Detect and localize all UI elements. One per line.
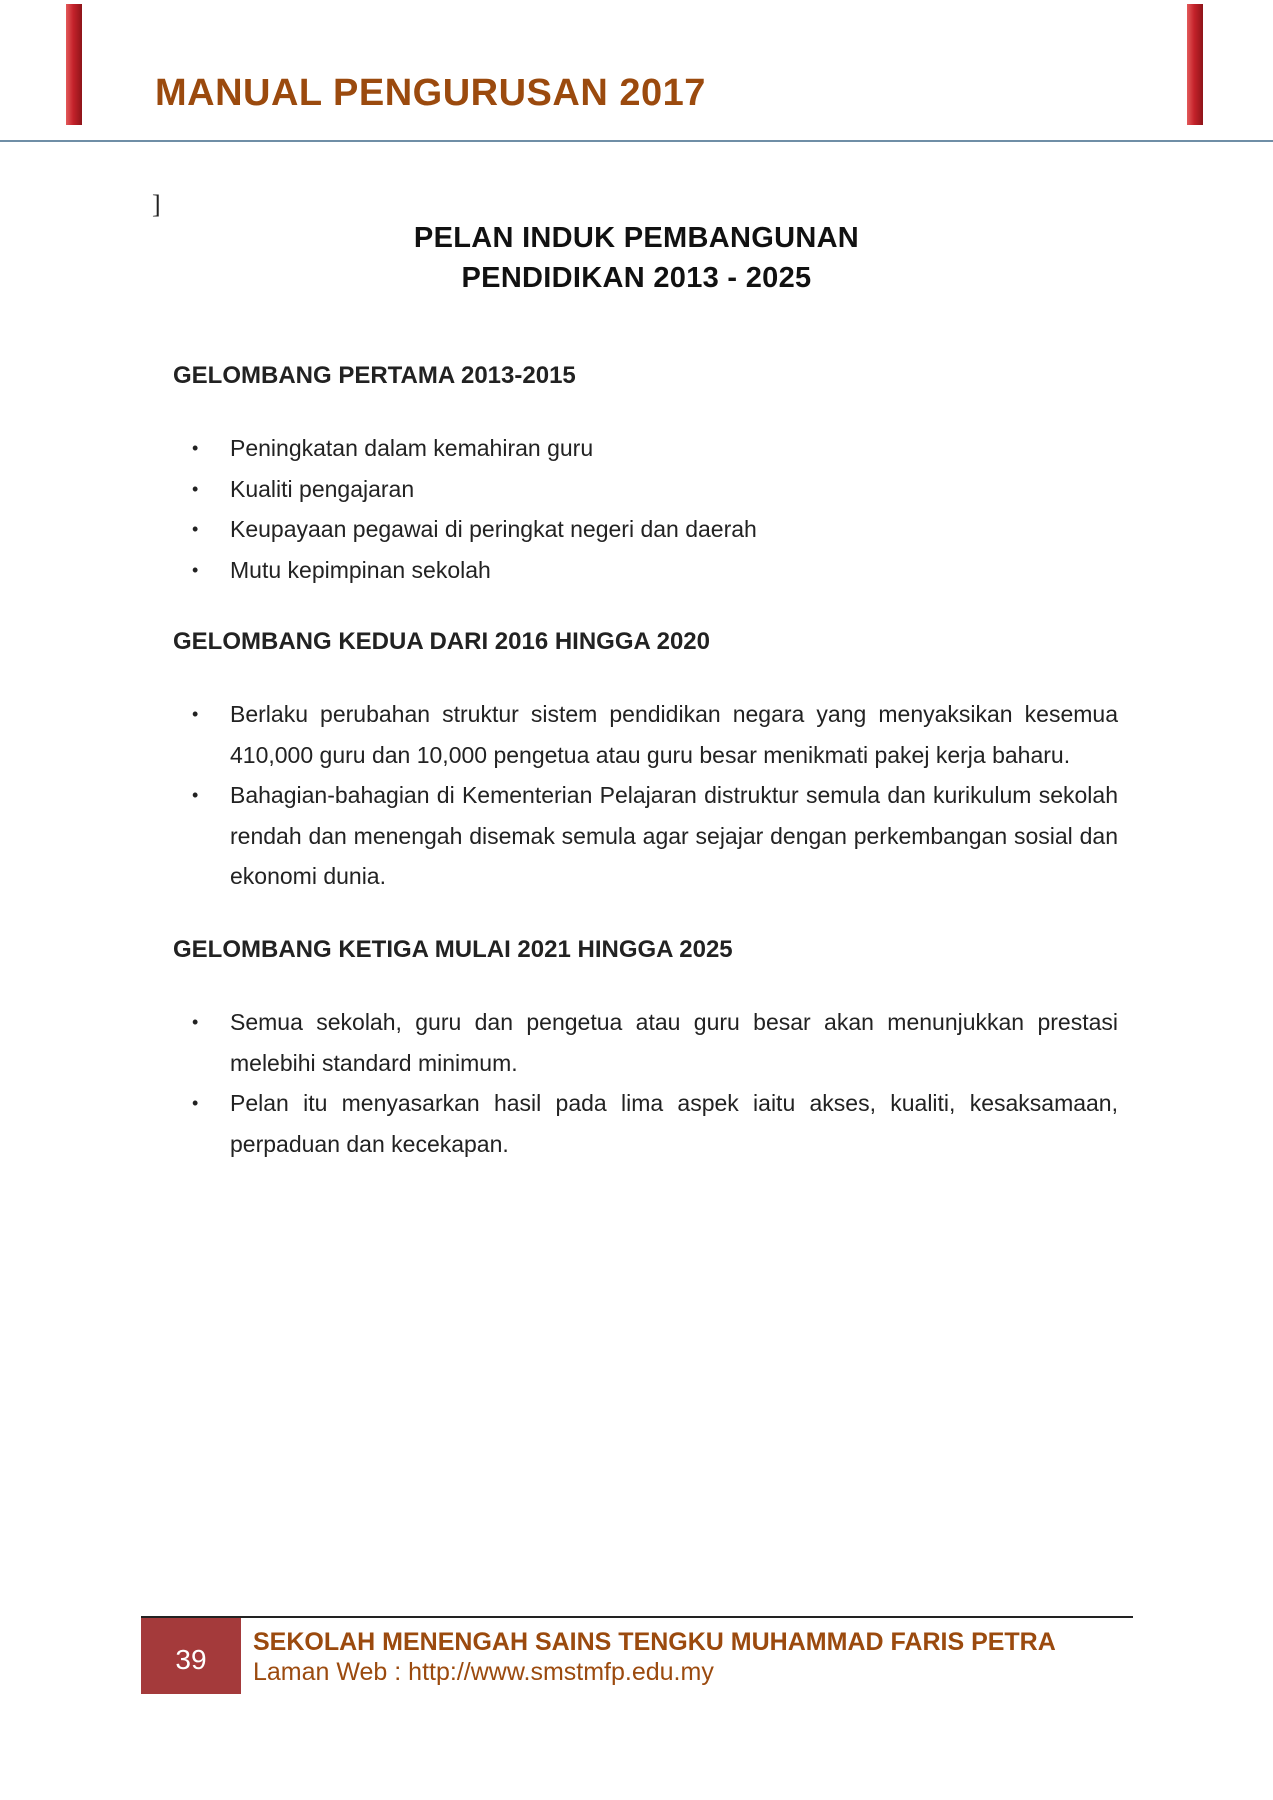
list-item <box>192 1083 1118 1164</box>
list-item <box>192 469 1118 510</box>
header-divider <box>0 140 1273 142</box>
list-item <box>192 550 1118 591</box>
footer-website: Laman Web : http://www.smstmfp.edu.my <box>253 1658 714 1686</box>
list-item <box>192 775 1118 897</box>
section-heading-wave-2: GELOMBANG KEDUA DARI 2016 HINGGA 2020 <box>173 628 710 655</box>
list-item-text: Mutu kepimpinan sekolah <box>230 556 491 583</box>
section-heading-wave-3: GELOMBANG KETIGA MULAI 2021 HINGGA 2025 <box>173 936 733 963</box>
bullet-icon: • <box>192 1093 199 1113</box>
list-item-text: Semua sekolah, guru dan pengetua atau guru besar akan menunjukkan prestasi melebihi standard minimum. <box>230 1009 1118 1076</box>
bullet-icon: • <box>192 478 199 499</box>
list-item-text: Keupayaan pegawai di peringkat negeri dan daerah <box>230 516 757 542</box>
bullet-icon: • <box>192 519 199 539</box>
footer-divider <box>141 1616 1133 1618</box>
footer-school-name: SEKOLAH MENENGAH SAINS TENGKU MUHAMMAD FARIS PETRA <box>253 1628 1056 1656</box>
bullet-icon: • <box>192 704 199 724</box>
bullet-icon: • <box>192 438 199 458</box>
list-item-text: Berlaku perubahan struktur sistem pendidikan negara yang menyaksikan kesemua 410,000 guru dan 10,000 pengetua atau guru besar menikmati pakej kerja baharu. <box>230 701 1118 768</box>
section-heading-wave-1: GELOMBANG PERTAMA 2013-2015 <box>173 362 576 389</box>
document-title-line-2: PENDIDIKAN 2013 - 2025 <box>461 262 812 294</box>
list-item-text: Peningkatan dalam kemahiran guru <box>230 435 594 461</box>
bullet-icon: • <box>192 1012 199 1032</box>
list-item <box>192 509 1118 550</box>
header-title: MANUAL PENGURUSAN 2017 <box>155 72 706 114</box>
stray-bracket-mark: ] <box>152 190 161 219</box>
header-left-red-bar <box>66 4 82 125</box>
document-title-line-1: PELAN INDUK PEMBANGUNAN <box>413 222 860 254</box>
list-item <box>192 1002 1118 1083</box>
list-item <box>192 694 1118 775</box>
bullet-list-wave-3 <box>192 1002 1118 1164</box>
list-item-text: Kualiti pengajaran <box>230 475 415 502</box>
list-item-text: Bahagian-bahagian di Kementerian Pelajaran distruktur semula dan kurikulum sekolah rendah dan menengah disemak semula agar sejajar dengan perkembangan sosial dan ekonomi dunia. <box>230 782 1118 889</box>
bullet-list-wave-2 <box>192 694 1118 897</box>
bullet-icon: • <box>192 559 199 580</box>
list-item <box>192 428 1118 469</box>
header-right-red-bar <box>1187 4 1203 125</box>
list-item-text: Pelan itu menyasarkan hasil pada lima aspek iaitu akses, kualiti, kesaksamaan, perpaduan dan kecekapan. <box>230 1090 1118 1157</box>
bullet-list-wave-1 <box>192 428 1118 590</box>
bullet-icon: • <box>192 785 199 805</box>
page-number-box <box>141 1618 241 1694</box>
page-number: 39 <box>175 1644 207 1675</box>
